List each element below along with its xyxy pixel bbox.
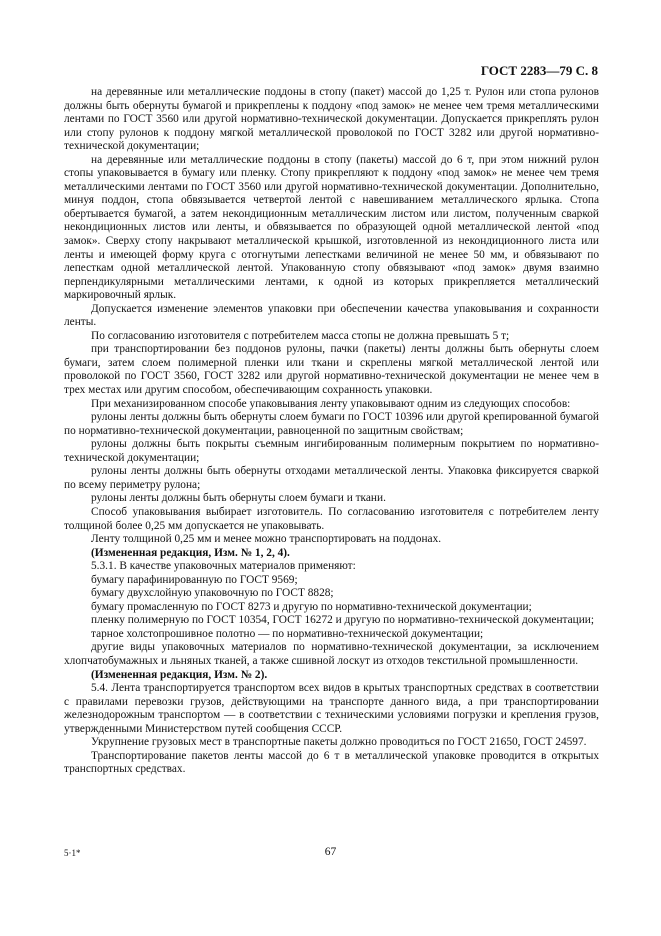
paragraph: бумагу промасленную по ГОСТ 8273 и другую по нормативно-технической документации; bbox=[91, 600, 532, 613]
paragraph: 5.4. Лента транспортируется транспортом всех видов в крытых транспортных средствах в соответствии с правилами перевозки грузов, действующими на транспорте данного вида, а при транспортировании железнодорожным транспортом — в соответствии с техническими условиями погрузки и крепления грузов, утвержденными Министерством путей сообщения СССР. bbox=[64, 682, 599, 735]
paragraph: рулоны должны быть покрыты съемным ингибированным полимерным покрытием по нормативно-технической документации; bbox=[64, 438, 599, 464]
paragraph: рулоны ленты должны быть обернуты слоем бумаги и ткани. bbox=[91, 492, 386, 505]
paragraph: на деревянные или металлические поддоны в стопу (пакеты) массой до 6 т, при этом нижний рулон стопы упаковывается в бумагу или пленку. Стопу прикрепляют к поддону «под замок» не менее чем тремя металлическими лентами по ГОСТ 3560 или другой нормативно-технической документации. Дополнительно, минуя поддон, стопа обвязывается четвертой лентой с навешиванием металлического ярлыка. Стопа обертывается бумагой, а затем некондиционным металлическим листом или листом, полученным сваркой некондиционных листов или ленты, и обвязывается по образующей одной металлической лентой «под замок». Сверху стопу накрывают металлической крышкой, изготовленной из некондиционного листа или ленты и имеющей форму круга с отогнутыми лепестками величиной не менее 50 мм, и обвязывают по лепесткам одной металлической лентой. Упакованную стопу обвязывают «под замок» двумя взаимно перпендикулярными металлическими лентами, к одной из которых прикрепляется металлический маркировочный ярлык. bbox=[64, 153, 599, 302]
paragraph: При механизированном способе упаковывания ленту упаковывают одним из следующих способов: bbox=[91, 397, 571, 410]
footer-signature-mark: 5·1* bbox=[64, 848, 81, 858]
paragraph: Ленту толщиной 0,25 мм и менее можно транспортировать на поддонах. bbox=[91, 533, 442, 546]
paragraph: бумагу двухслойную упаковочную по ГОСТ 8828; bbox=[91, 587, 334, 600]
paragraph: Способ упаковывания выбирает изготовитель. По согласованию изготовителя с потребителем ленту толщиной более 0,25 мм допускается не упаковывать. bbox=[64, 505, 599, 532]
paragraph: По согласованию изготовителя с потребителем масса стопы не должна превышать 5 т; bbox=[91, 329, 510, 342]
page-number: 67 bbox=[324, 846, 337, 858]
revision-note: (Измененная редакция, Изм. № 1, 2, 4). bbox=[91, 546, 290, 559]
paragraph: рулоны ленты должны быть обернуты отходами металлической ленты. Упаковка фиксируется сваркой по всему периметру рулона; bbox=[64, 465, 599, 491]
paragraph: пленку полимерную по ГОСТ 10354, ГОСТ 16272 и другую по нормативно-технической документации; bbox=[91, 614, 595, 627]
paragraph: Транспортирование пакетов ленты массой до 6 т в металлической упаковке проводится в открытых транспортных средствах. bbox=[64, 749, 599, 776]
paragraph: на деревянные или металлические поддоны в стопу (пакет) массой до 1,25 т. Рулон или стопа рулонов должны быть обернуты бумагой и прикреплены к поддону «под замок» не менее чем тремя металлическими лентами по ГОСТ 3560 или другой нормативно-технической документации. Допускается прикреплять рулон или стопу рулонов к поддону мягкой металлической проволокой по ГОСТ 3282 или другой нормативно-технической документации; bbox=[64, 86, 599, 153]
paragraph: 5.3.1. В качестве упаковочных материалов применяют: bbox=[91, 560, 356, 573]
paragraph: тарное холстопрошивное полотно — по нормативно-технической документации; bbox=[91, 627, 484, 640]
paragraph: бумагу парафинированную по ГОСТ 9569; bbox=[91, 573, 298, 586]
revision-note: (Измененная редакция, Изм. № 2). bbox=[91, 668, 268, 681]
paragraph: при транспортировании без поддонов рулоны, пачки (пакеты) ленты должны быть обернуты слоем бумаги, затем слоем полимерной пленки или ткани и скреплены мягкой металлической лентой или проволокой по ГОСТ 3560, ГОСТ 3282 или другой нормативно-технической документации не менее чем в трех местах или другим способом, обеспечивающим сохранность упаковки. bbox=[64, 343, 599, 397]
document-body bbox=[64, 86, 599, 777]
paragraph: рулоны ленты должны быть обернуты слоем бумаги по ГОСТ 10396 или другой крепированной бумагой по нормативно-технической документации, равноценной по защитным свойствам; bbox=[64, 411, 599, 437]
page-header: ГОСТ 2283—79 С. 8 bbox=[480, 63, 598, 78]
paragraph: Укрупнение грузовых мест в транспортные пакеты должно проводиться по ГОСТ 21650, ГОСТ 24597. bbox=[91, 736, 587, 749]
paragraph: Допускается изменение элементов упаковки при обеспечении качества упаковывания и сохранности ленты. bbox=[64, 302, 599, 329]
paragraph: другие виды упаковочных материалов по нормативно-технической документации, за исключением хлопчатобумажных и льняных тканей, а также сшивной лоскут из отходов текстильной промышленности. bbox=[64, 641, 599, 667]
